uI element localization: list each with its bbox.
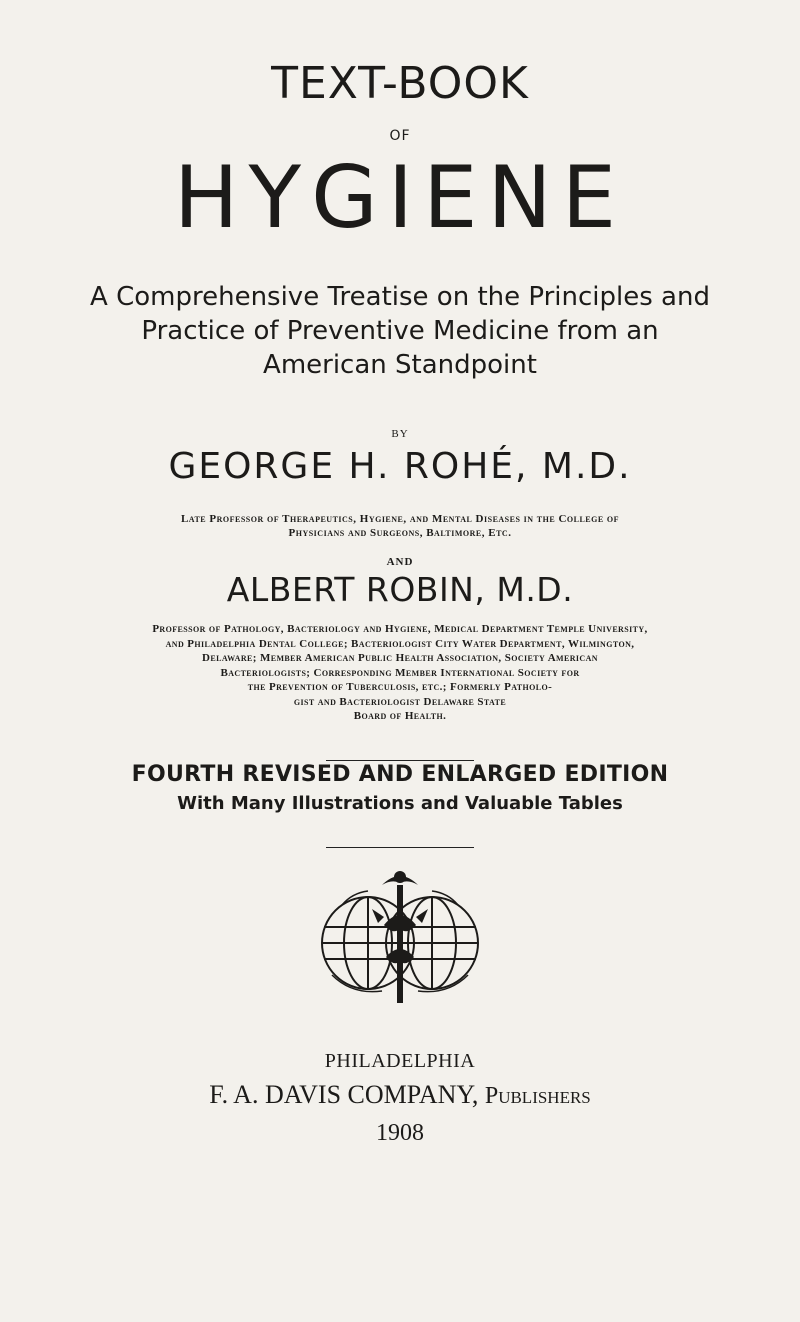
edition-statement: FOURTH REVISED AND ENLARGED EDITION (131, 762, 669, 787)
affiliation-line: and Philadelphia Dental College; Bacteriologist City Water Department, Wilmington, (165, 637, 635, 650)
subtitle-line: A Comprehensive Treatise on the Principles and (90, 282, 710, 312)
publisher-globe-emblem-icon (312, 865, 488, 1005)
affiliation-line: gist and Bacteriologist Delaware State (293, 695, 507, 708)
affiliation-line: the Prevention of Tuberculosis, etc.; Formerly Patholo- (247, 681, 553, 693)
affiliation-line: Physicians and Surgeons, Baltimore, Etc. (288, 527, 512, 539)
subtitle (0, 280, 800, 382)
publisher-name: F. A. DAVIS COMPANY, (209, 1080, 479, 1109)
title-line-of: OF (389, 128, 411, 144)
author2-affiliation (0, 622, 800, 724)
author2-name: ALBERT ROBIN, M.D. (226, 570, 574, 609)
subtitle-line: Practice of Preventive Medicine from an (141, 316, 659, 346)
publisher-role: Publishers (484, 1083, 591, 1109)
affiliation-line: Late Professor of Therapeutics, Hygiene, and Mental Diseases in the College of (180, 513, 620, 525)
author1-name: GEORGE H. ROHÉ, M.D. (168, 446, 632, 487)
divider-rule-bottom (326, 847, 474, 848)
by-label: BY (391, 428, 409, 440)
affiliation-line: Professor of Pathology, Bacteriology and Hygiene, Medical Department Temple University, (152, 623, 648, 635)
imprint-year: 1908 (376, 1120, 424, 1146)
illustrations-statement: With Many Illustrations and Valuable Tables (177, 793, 623, 814)
title-line-textbook: TEXT-BOOK (271, 58, 529, 109)
author1-affiliation (0, 512, 800, 540)
imprint-publisher (0, 1080, 800, 1110)
divider-rule-top (326, 760, 474, 761)
affiliation-line: Bacteriologists; Corresponding Member International Society for (220, 666, 580, 679)
affiliation-line: Delaware; Member American Public Health Association, Society American (202, 652, 598, 664)
affiliation-line: Board of Health. (353, 710, 447, 722)
and-label: AND (386, 556, 414, 568)
imprint-city: PHILADELPHIA (324, 1050, 476, 1072)
subtitle-line: American Standpoint (263, 350, 537, 380)
title-hygiene: HYGIENE (173, 148, 627, 248)
